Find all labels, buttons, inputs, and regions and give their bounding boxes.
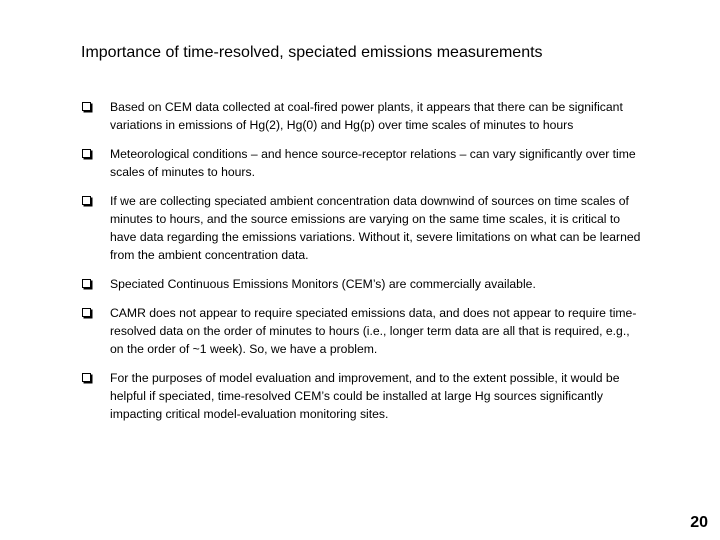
bullet-list bbox=[82, 98, 642, 434]
square-bullet-icon bbox=[82, 373, 91, 382]
bullet-text: For the purposes of model evaluation and improvement, and to the extent possible, it would be helpful if speciated, time-resolved CEM’s could be installed at large Hg sources significantly impacting critical model-evaluation monitoring sites. bbox=[110, 371, 620, 421]
square-bullet-icon bbox=[82, 279, 91, 288]
square-bullet-icon bbox=[82, 149, 91, 158]
bullet-item bbox=[82, 275, 642, 293]
bullet-item bbox=[82, 145, 642, 181]
bullet-item bbox=[82, 192, 642, 264]
bullet-item bbox=[82, 98, 642, 134]
bullet-text: Meteorological conditions – and hence source-receptor relations – can vary significantly over time scales of minutes to hours. bbox=[110, 147, 636, 179]
square-bullet-icon bbox=[82, 102, 91, 111]
page-number: 20 bbox=[690, 514, 708, 531]
bullet-item bbox=[82, 304, 642, 358]
bullet-text: If we are collecting speciated ambient concentration data downwind of sources on time scales of minutes to hours, and the source emissions are varying on the same time scales, it is critical to have data regarding the emissions variations. Without it, severe limitations on what can be learned from the ambient concentration data. bbox=[110, 194, 641, 262]
bullet-text: CAMR does not appear to require speciated emissions data, and does not appear to require time-resolved data on the order of minutes to hours (i.e., longer term data are all that is required, e.g., on the order of ~1 week). So, we have a problem. bbox=[110, 306, 637, 356]
square-bullet-icon bbox=[82, 196, 91, 205]
slide-title: Importance of time-resolved, speciated emissions measurements bbox=[81, 44, 543, 61]
bullet-item bbox=[82, 369, 642, 423]
bullet-text: Based on CEM data collected at coal-fired power plants, it appears that there can be significant variations in emissions of Hg(2), Hg(0) and Hg(p) over time scales of minutes to hours bbox=[110, 100, 623, 132]
square-bullet-icon bbox=[82, 308, 91, 317]
bullet-text: Speciated Continuous Emissions Monitors (CEM’s) are commercially available. bbox=[110, 277, 536, 291]
